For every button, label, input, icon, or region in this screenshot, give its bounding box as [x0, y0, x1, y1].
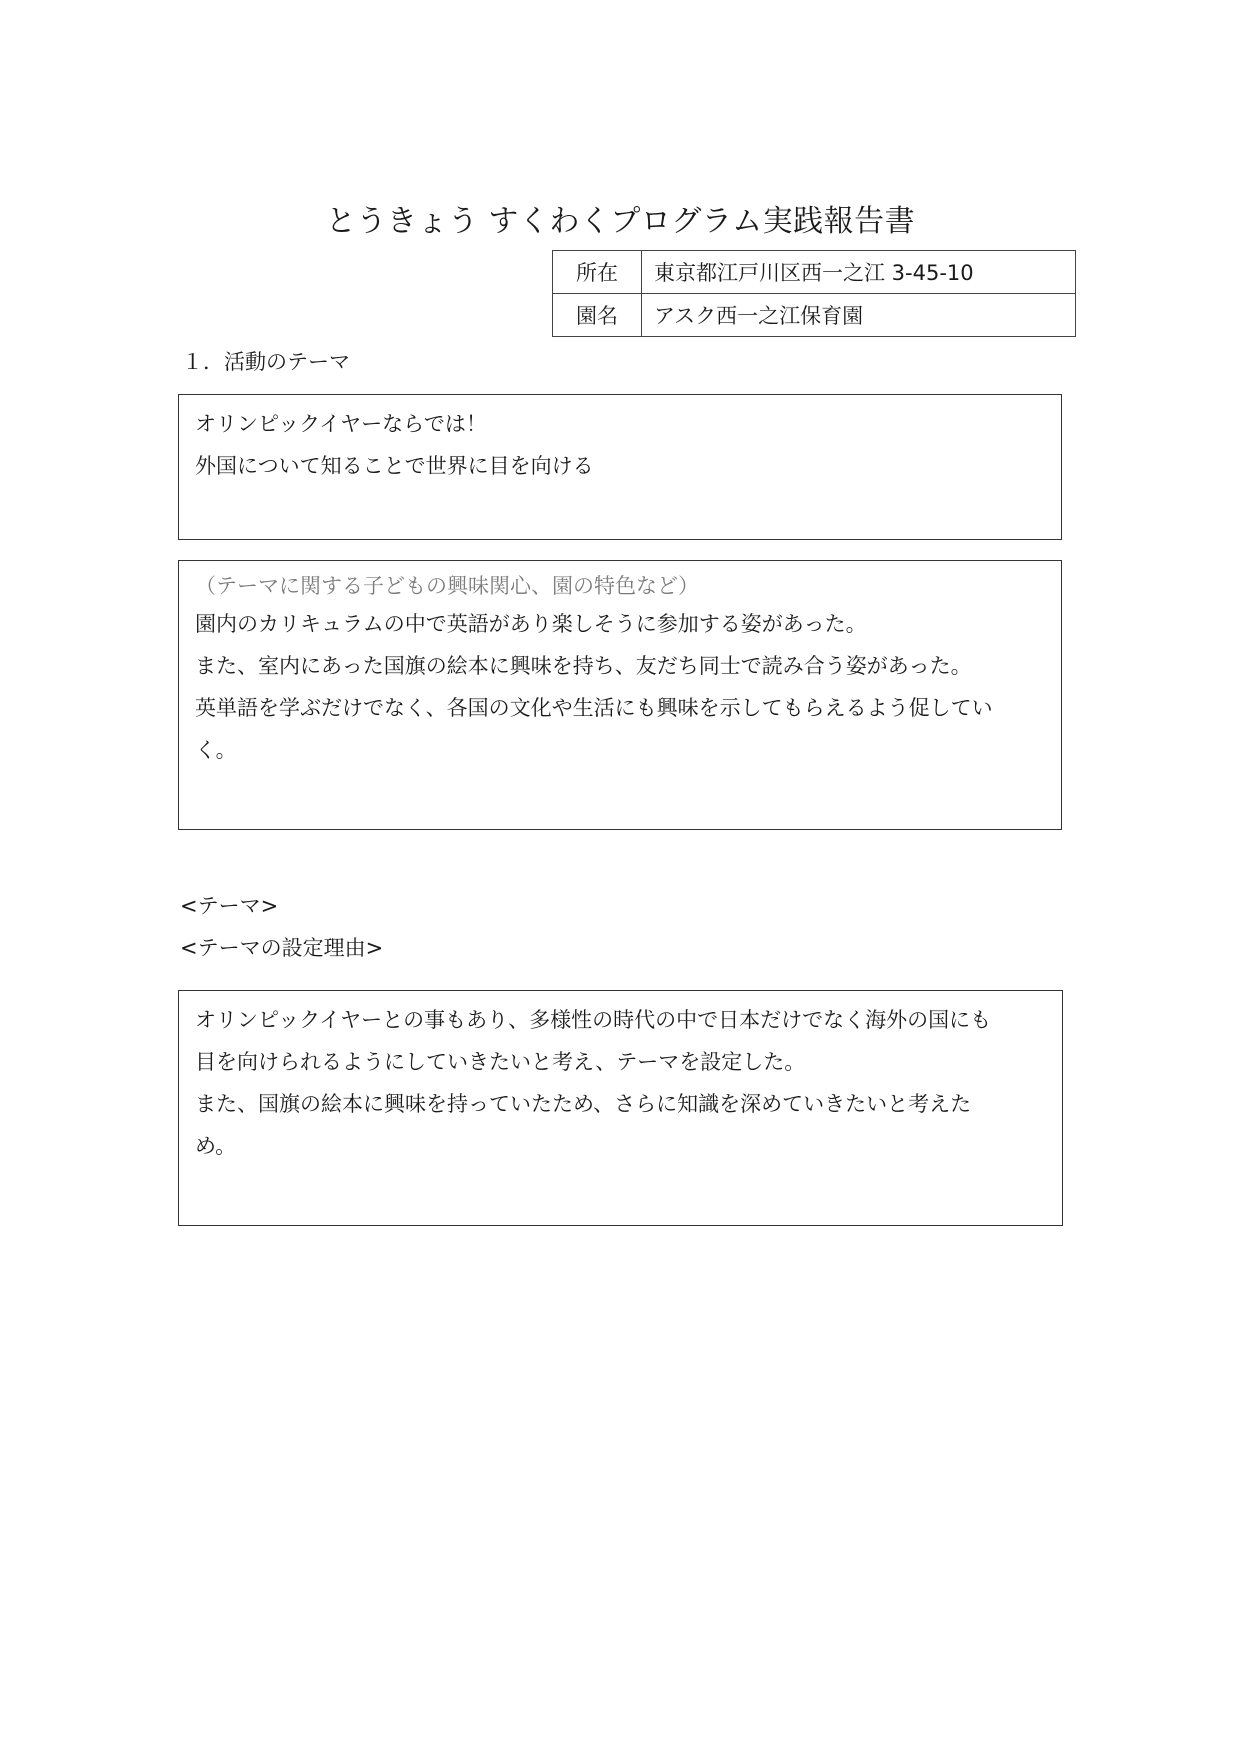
reason-line: め。	[195, 1134, 237, 1158]
interest-line: 英単語を学ぶだけでなく、各国の文化や生活にも興味を示してもらえるよう促してい	[195, 696, 993, 720]
theme-line: 外国について知ることで世界に目を向ける	[195, 454, 594, 478]
theme-line: オリンピックイヤーならでは！	[195, 412, 487, 436]
interest-line: 園内のカリキュラムの中で英語があり楽しそうに参加する姿があった。	[195, 612, 867, 636]
theme-reason-heading: <テーマの設定理由>	[180, 936, 384, 960]
reason-line: 目を向けられるようにしていきたいと考え、テーマを設定した。	[195, 1050, 806, 1074]
activity-theme-heading: １．活動のテーマ	[182, 350, 350, 374]
document-title: とうきょう すくわくプログラム実践報告書	[325, 204, 916, 239]
interest-hint: （テーマに関する子どもの興味関心、園の特色など）	[195, 574, 699, 598]
facility-name-value: アスク西一之江保育園	[642, 294, 1076, 337]
interest-line: また、室内にあった国旗の絵本に興味を持ち、友だち同士で読み合う姿があった。	[195, 654, 972, 678]
facility-name-row	[553, 294, 1076, 337]
reason-line: また、国旗の絵本に興味を持っていたため、さらに知識を深めていきたいと考えた	[195, 1092, 972, 1116]
location-value: 東京都江戸川区西一之江 3-45-10	[642, 251, 1076, 294]
interest-box	[178, 560, 1062, 830]
location-row	[553, 251, 1076, 294]
theme-box	[178, 394, 1062, 540]
theme-subheading: <テーマ>	[180, 894, 279, 918]
reason-line: オリンピックイヤーとの事もあり、多様性の時代の中で日本だけでなく海外の国にも	[195, 1008, 992, 1032]
facility-info-table	[552, 250, 1076, 337]
facility-name-label: 園名	[553, 294, 642, 337]
location-label: 所在	[553, 251, 642, 294]
interest-line: く。	[195, 738, 237, 762]
reason-box	[178, 990, 1063, 1226]
